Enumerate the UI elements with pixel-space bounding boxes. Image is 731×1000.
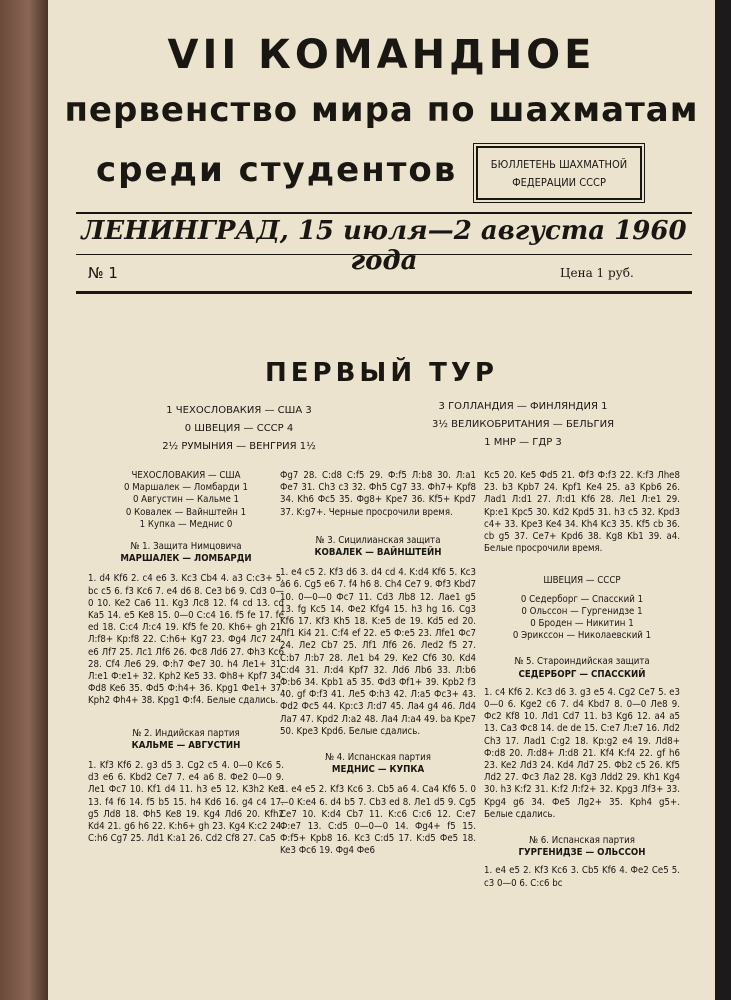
- results-right: [408, 398, 638, 452]
- column-2: [280, 470, 476, 990]
- result-line: 3½ ВЕЛИКОБРИТАНИЯ — БЕЛЬГИЯ: [431, 419, 615, 430]
- board-result: 0 Августин — Кальме 1: [132, 494, 240, 506]
- column-3: [484, 470, 680, 990]
- game-moves: 1. Kf3 Kf6 2. g3 d5 3. Cg2 c5 4. 0—0 Kc6 5. d3 e6 6. Kbd2 Ce7 7. e4 a6 8. Фe2 0—0 9. Лe1 Фc7 10. Kf1 d4 11. h3 e5 12. K3h2 Ke8 13. f4 f6 14. f5 b5 15. h4 Kd6 16. g4 c4 17. g5 Лd8 18. Фh5 Ke8 19. Kg4 Лd6 20. Kfh2 Kd4 21. g6 h6 22. K:h6+ gh 23. Kg4 K:c2 24. C:h6 Cg7 25. Лd1 K:a1 26. Cd2 Cf8 27. Ca5: [88, 760, 284, 845]
- game-moves: 1. e4 e5 2. Kf3 Kc6 3. Cb5 Kf6 4. Фe2 Ce5 5. c3 0—0 6. C:c6 bc: [484, 865, 680, 889]
- book-binding: [0, 0, 48, 1000]
- bulletin-line2: ФЕДЕРАЦИИ СССР: [512, 176, 606, 189]
- game-moves: 1. e4 c5 2. Kf3 d6 3. d4 cd 4. K:d4 Kf6 5. Kc3 a6 6. Cg5 e6 7. f4 h6 8. Ch4 Ce7 9. Фf3 Kbd7 10. 0—0—0 Фc7 11. Cd3 Лb8 12. Лae1 g5 13. fg Kc5 14. Фe2 Kfg4 15. h3 hg 16. Cg3 Kf6 17. Kf3 Kh5 18. K:e5 de 19. Kd5 ed 20. Лf1 Ki4 21. C:f4 ef 22. e5 Ф:e5 23. Лfe1 Фc7 24. Лe2 Cb7 25. Лf1 Лf6 26. Лed2 f5 27. C:b7 Л:b7 28. Лe1 b4 29. Ke2 Cf6 30. Kd4 C:d4 31. Л:d4 Kpf7 32. Лd6 Лb6 33. Л:b6 Ф:b6 34. Kpb1 a5 35. Фd3 Фf1+ 39. Kpb2 f3 40. gf Ф:f3 41. Лe5 Ф:h3 42. Л:a5 Фc3+ 43. Фd2 Фc5 44. Kp:c3 Л:d7 45. Лa4 g4 46. Лd4 Лa7 47. Kpd2 Л:a2 48. Лa4 Л:a4 49. ba Kpe7 50. Kpe3 Kpd6. Белые сдались.: [280, 567, 476, 737]
- result-line: 1 МНР — ГДР 3: [484, 437, 562, 448]
- rule: [76, 212, 692, 214]
- masthead-line1: VII КОМАНДНОЕ: [167, 32, 596, 78]
- game-moves: 1. c4 Kf6 2. Kc3 d6 3. g3 e5 4. Cg2 Ce7 5. e3 0—0 6. Kge2 c6 7. d4 Kbd7 8. 0—0 Лe8 9. Фc2 Kf8 10. Лd1 Cd7 11. b3 Kg6 12. a4 a5 13. Ca3 Фc8 14. de de 15. C:e7 Л:e7 16. Лd2 Ch3 17. Лad1 C:g2 18. Kp:g2 e4 19. Лd8+ Ф:d8 20. Л:d8+ Л:d8 21. Kf4 K:f4 22. gf h6 23. Ke2 Лd3 24. Kd4 Лd7 25. Фb2 c5 26. Kf5 Лd2 27. Фc3 Лa2 28. Kg3 Лdd2 29. Kh1 Kg4 30. h3 K:f2 31. K:f2 Л:f2+ 32. Kpg3 Лf3+ 33. Kpg4 g6 34. Фe5 Лg2+ 35. Kph4 g5+. Белые сдались.: [484, 686, 680, 820]
- game-opening: № 1. Защита Нимцовича: [130, 541, 242, 553]
- game-opening: № 6. Испанская партия: [529, 835, 635, 847]
- result-line: 2½ РУМЫНИЯ — ВЕНГРИЯ 1½: [162, 441, 316, 452]
- masthead-line3: среди студентов: [96, 150, 458, 190]
- rule: [76, 291, 692, 294]
- match-title: ШВЕЦИЯ — СССР: [543, 575, 621, 587]
- bulletin-line1: БЮЛЛЕТЕНЬ ШАХМАТНОЙ: [490, 158, 628, 171]
- result-line: 0 ШВЕЦИЯ — СССР 4: [184, 423, 294, 434]
- game-players: ГУРГЕНИДЗЕ — ОЛЬССОН: [518, 847, 646, 859]
- board-result: 0 Седерборг — Спасский 1: [520, 593, 644, 605]
- bulletin-box: [476, 146, 642, 200]
- issue-number: № 1: [88, 264, 118, 282]
- masthead-line2: первенство мира по шахматам: [64, 90, 699, 130]
- game-opening: № 4. Испанская партия: [325, 752, 431, 764]
- game-opening: № 3. Сицилианская защита: [315, 534, 441, 546]
- board-result: 0 Маршалек — Ломбарди 1: [124, 482, 248, 494]
- match-title: ЧЕХОСЛОВАКИЯ — США: [131, 470, 241, 481]
- game-players: МАРШАЛЕК — ЛОМБАРДИ: [120, 553, 252, 565]
- game-players: КАЛЬМЕ — АВГУСТИН: [131, 739, 241, 751]
- game-players: МЕДНИС — КУПКА: [331, 764, 425, 776]
- game-opening: № 2. Индийская партия: [132, 727, 240, 739]
- round-title: ПЕРВЫЙ ТУР: [265, 358, 498, 388]
- dateline: ЛЕНИНГРАД, 15 июля—2 августа 1960 года: [81, 216, 687, 276]
- game-moves: Kc5 20. Ke5 Фd5 21. Фf3 Ф:f3 22. K:f3 Лhe8 23. b3 Kpb7 24. Kpf1 Ke4 25. a3 Kpb6 26. Лad1 Л:d1 27. Л:d1 Kf6 28. Лe1 Л:e1 29. Kp:e1 Kpc5 30. Kd2 Kpd5 31. h3 c5 32. Kpd3 c4+ 33. Kpe3 Ke4 34. Kh4 Kc3 35. Kf5 cb 36. cb g5 37. Ce7+ Kpd6 38. Kg8 Kb1 39. a4. Белые просрочили время.: [484, 470, 680, 555]
- game-moves: 1. d4 Kf6 2. c4 e6 3. Kc3 Cb4 4. a3 C:c3+ 5. bc c5 6. f3 Kc6 7. e4 d6 8. Ce3 b6 9. Cd3 0—0 10. Ke2 Ca6 11. Kg3 Лc8 12. f4 cd 13. cd Ka5 14. e5 Ke8 15. 0—0 C:c4 16. f5 fe 17. fe ed 18. C:c4 Л:c4 19. Kf5 fe 20. Kh6+ gh 21. Л:f8+ Kp:f8 22. C:h6+ Kg7 23. Фg4 Лc7 24. e6 Лf7 25. Лc1 Лf6 26. Фc8 Лd6 27. Фh3 Kc6 28. Cf4 Лe6 29. Ф:h7 Фe7 30. h4 Лe1+ 31. Л:e1 Ф:e1+ 32. Kph2 Ke5 33. Фh8+ Kpf7 34. Фd8 Ke6 35. Фd5 Ф:h4+ 36. Kpg1 Фe1+ 37. Kph2 Фh4+ 38. Kpg1 Ф:f4. Белые сдались.: [88, 573, 284, 707]
- board-result: 0 Ковалек — Вайнштейн 1: [125, 506, 247, 518]
- rule: [76, 254, 692, 255]
- game-players: СЕДЕРБОРГ — СПАССКИЙ: [518, 668, 646, 680]
- results-left: [124, 402, 354, 456]
- game-moves: Фg7 28. C:d8 C:f5 29. Ф:f5 Л:b8 30. Л:a1 Фe7 31. Ch3 c3 32. Фh5 Cg7 33. Фh7+ Kpf8 34. Kh6 Фc5 35. Фg8+ Kpe7 36. Kf5+ Kpd7 37. K:g7+. Черные просрочили время.: [280, 470, 476, 518]
- board-result: 0 Эрикссон — Николаевский 1: [512, 630, 652, 642]
- result-line: 3 ГОЛЛАНДИЯ — ФИНЛЯНДИЯ 1: [438, 401, 608, 412]
- board-result: 0 Броден — Никитин 1: [530, 618, 634, 630]
- price: Цена 1 руб.: [560, 266, 634, 280]
- game-players: КОВАЛЕК — ВАЙНШТЕЙН: [314, 547, 442, 559]
- board-result: 1 Купка — Меднис 0: [139, 518, 233, 530]
- book-edge: [715, 0, 731, 1000]
- board-result: 0 Ольссон — Гургенидзе 1: [521, 605, 643, 617]
- result-line: 1 ЧЕХОСЛОВАКИЯ — США 3: [166, 405, 312, 416]
- game-opening: № 5. Староиндийская защита: [514, 656, 650, 668]
- game-moves: 1. e4 e5 2. Kf3 Kc6 3. Cb5 a6 4. Ca4 Kf6 5. 0—0 K:e4 6. d4 b5 7. Cb3 ed 8. Лe1 d5 9. Cg5 Ce7 10. K:d4 Cb7 11. K:c6 C:c6 12. C:e7 Ф:e7 13. C:d5 0—0—0 14. Фg4+ f5 15. Ф:f5+ Kpb8 16. Kc3 C:d5 17. K:d5 Фe5 18. Ke3 Фc6 19. Фg4 Фe6: [280, 784, 476, 857]
- column-1: [88, 470, 284, 990]
- newspaper-page: [48, 0, 715, 1000]
